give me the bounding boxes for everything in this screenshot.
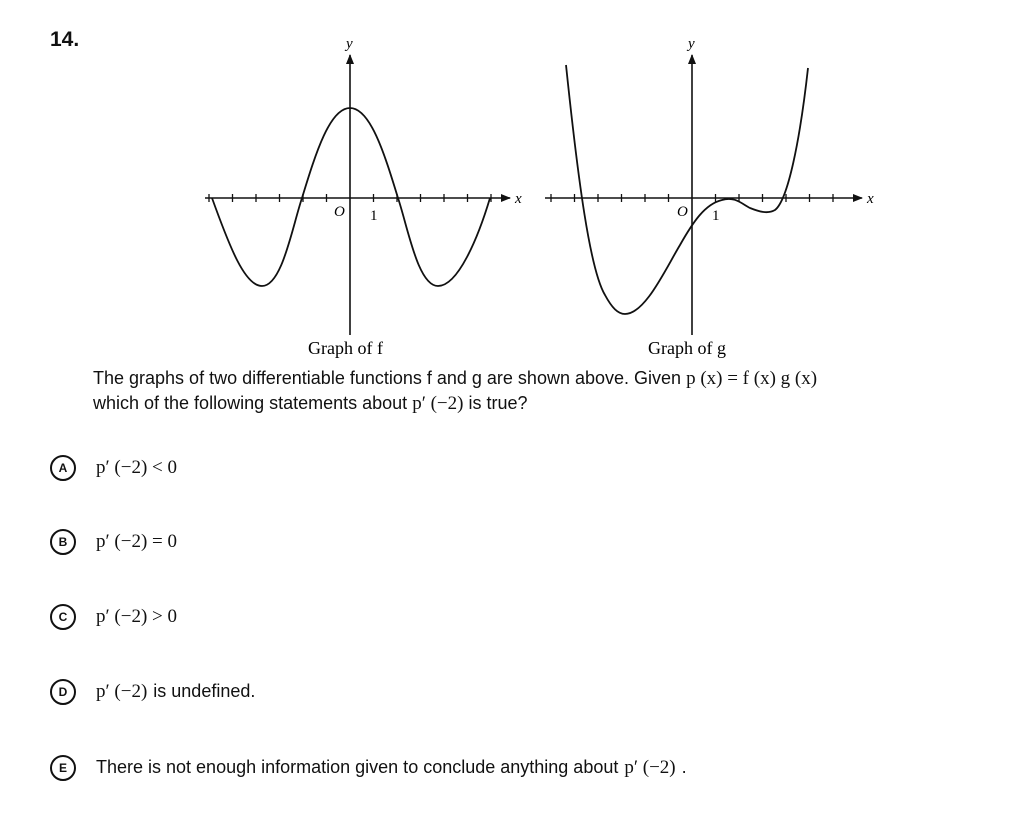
choice-d-bubble[interactable]: D: [50, 679, 76, 705]
choice-e-text: There is not enough information given to conclude anything about: [96, 757, 619, 777]
stem-given-expr: p (x) = f (x) g (x): [686, 368, 818, 389]
graph-f: [205, 36, 522, 335]
stem-expr: p′ (−2): [412, 393, 464, 414]
choice-d-text: is undefined.: [153, 681, 256, 701]
f-curve: [212, 108, 490, 286]
stem-text-1: The graphs of two differentiable functions f and g are shown above. Given: [93, 368, 682, 388]
choice-c-math: p′ (−2) > 0: [96, 606, 177, 627]
choice-b-bubble[interactable]: B: [50, 529, 76, 555]
choice-c[interactable]: [50, 604, 177, 630]
choice-a[interactable]: [50, 455, 177, 481]
choice-e-math: p′ (−2): [624, 757, 676, 778]
stem-line-2: [93, 391, 993, 416]
g-curve: [566, 65, 808, 314]
choice-e-bubble[interactable]: E: [50, 755, 76, 781]
choice-c-bubble[interactable]: C: [50, 604, 76, 630]
caption-g: Graph of g: [648, 338, 726, 358]
g-y-label: y: [688, 36, 695, 52]
choice-d[interactable]: [50, 679, 255, 705]
choice-d-math: p′ (−2): [96, 681, 148, 702]
caption-f: Graph of f: [308, 338, 383, 358]
question-stem: [93, 366, 993, 416]
f-tick-label: 1: [370, 208, 378, 224]
g-origin-label: O: [677, 204, 688, 220]
stem-text-2: which of the following statements about: [93, 393, 408, 413]
choice-b-math: p′ (−2) = 0: [96, 531, 177, 552]
f-origin-label: O: [334, 204, 345, 220]
f-x-label: x: [515, 191, 522, 207]
choice-e-suffix: .: [681, 757, 687, 777]
choice-a-math: p′ (−2) < 0: [96, 457, 177, 478]
g-tick-label: 1: [712, 208, 720, 224]
f-y-label: y: [346, 36, 353, 52]
graphs-figure: [0, 0, 1024, 365]
g-x-label: x: [867, 191, 874, 207]
choice-e[interactable]: [50, 755, 687, 781]
graph-g: [545, 36, 874, 335]
choice-a-bubble[interactable]: A: [50, 455, 76, 481]
choice-b[interactable]: [50, 529, 177, 555]
stem-text-end: is true?: [468, 393, 528, 413]
stem-line-1: [93, 366, 993, 391]
question-number: 14.: [50, 28, 80, 51]
